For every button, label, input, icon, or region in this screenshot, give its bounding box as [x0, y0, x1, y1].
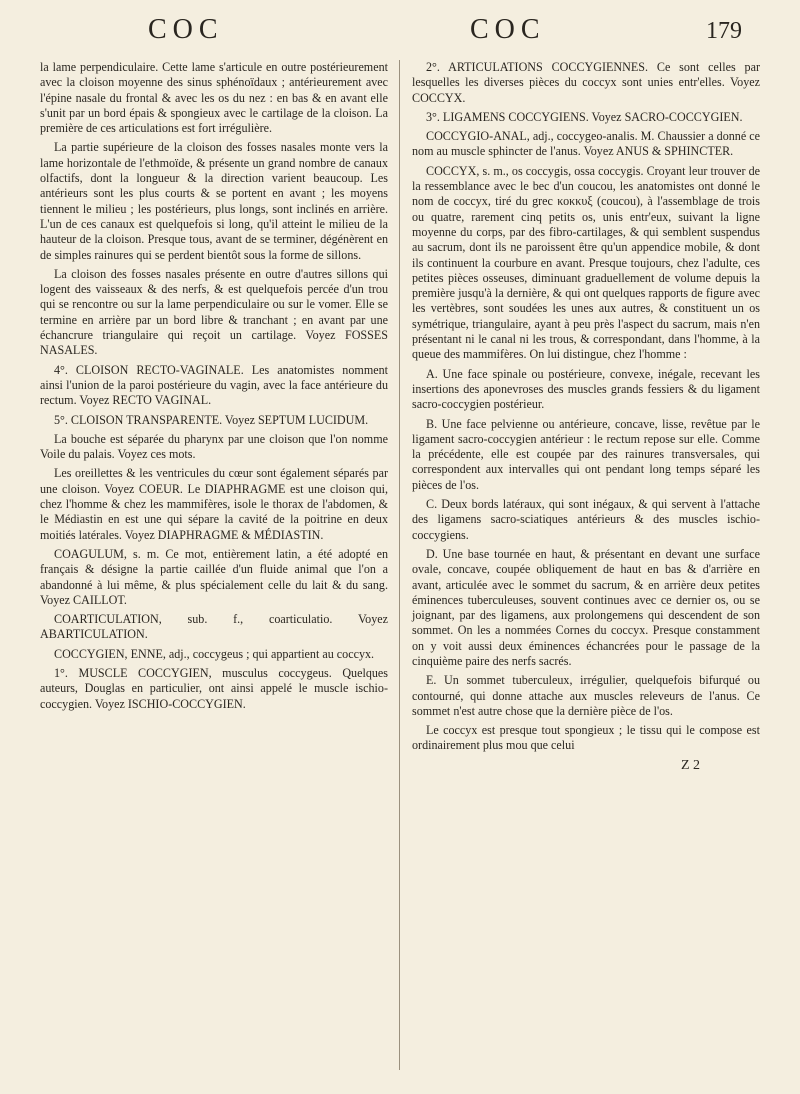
- paragraph: La bouche est séparée du pharynx par une cloison que l'on nomme Voile du palais. Voyez ces mots.: [40, 431, 388, 462]
- entry-coccygien: COCCYGIEN, ENNE, adj., coccygeus ; qui appartient au coccyx.: [54, 646, 375, 661]
- paragraph: La cloison des fosses nasales présente en outre d'autres sillons qui logent des vaisseaux & des nerfs, & est quelquefois percée d'un trou qui se rencontre ou sur la lame perpendiculaire ou sur le vomer. Elle se termine en arrière par un bord libre & tranchant ; en avant par une échancrure triangulaire qui reçoit un cartilage. Voyez FOSSES NASALES.: [40, 266, 388, 358]
- column-divider: [399, 60, 400, 1070]
- signature-mark: Z 2: [680, 757, 700, 773]
- paragraph: La partie supérieure de la cloison des fosses nasales monte vers la lame horizontale de l'ethmoïde, & présente un grand nombre de canaux olfactifs, dont la longueur & la direction varient beaucoup. Les antérieurs sont les plus courts & se portent en avant ; les moyens tiennent le milieu ; les postérieurs, plus longs, sont inclinés en arrière. L'un de ces canaux est quelquefois si long, qu'il atteint le milieu de la hauteur de la cloison. Presque tous, avant de se terminer, dégénèrent en de simples rainures qui se perdent bientôt sous la forme de sillons.: [40, 140, 388, 262]
- paragraph: B. Une face pelvienne ou antérieure, concave, lisse, revêtue par le ligament sacro-coccygien antérieur : le rectum repose sur elle. Comme la précédente, elle est coupée par des rainures transversales, qui correspondent aux intervalles qui ont pendant long temps séparé les pièces de l'os.: [412, 416, 760, 492]
- entry-coagulum: COAGULUM, s. m. Ce mot, entièrement latin, a été adopté en français & désigne la partie caillée d'un fluide animal que l'on a abandonné à lui même, & plus spécialement celle du lait & du sang. Voyez CAILLOT.: [40, 546, 388, 607]
- entry-coccyx: COCCYX, s. m., os coccygis, ossa coccygis. Croyant leur trouver de la ressemblance avec le bec d'un coucou, les anatomistes ont donné le nom de coccyx, tiré du grec κοκκυξ (coucou), à l'assemblage de trois ou quatre, rarement cinq petits os, unis entr'eux, suivant la ligne moyenne du corps, par des fibro-cartilages, & qui semblent suspendus au sacrum, dont ils ne paroissent être qu'un appendice mobile, & dont ils continuent la courbure en avant. Presque toujours, chez l'adulte, ces petites pièces osseuses, diminuant graduellement de volume depuis la première jusqu'à la dernière, & qui ont quelques rapports de figure avec les vertèbres, sont soudées les unes aux autres, & constituent un os symétrique, triangulaire, ayant à peu près l'aspect du sacrum, mais n'en présentant ni le canal ni les trous, & correspondant, dans l'homme, à la queue des mammifères. On lui distingue, chez l'homme :: [412, 163, 760, 362]
- paragraph: D. Une base tournée en haut, & présentant en devant une surface ovale, concave, coupée obliquement de haut en bas & d'arrière en avant, articulée avec le sommet du sacrum, & en arrière deux petites éminences tuberculeuses, souvent continues avec ce dernier os, ou se joignant, par des ligamens, aux prolongemens qui descendent de son sommet. On les a nommées Cornes du coccyx. Presque constamment on y voit aussi deux éminences échancrées pour le passage de la cinquième paire des nerfs sacrés.: [412, 546, 760, 668]
- right-column: [412, 60, 760, 773]
- paragraph: 5°. CLOISON TRANSPARENTE. Voyez SEPTUM LUCIDUM.: [54, 412, 369, 427]
- paragraph: 1°. MUSCLE COCCYGIEN, musculus coccygeus. Quelques auteurs, Douglas en particulier, ont ainsi appelé le muscle ischio-coccygien. Voyez ISCHIO-COCCYGIEN.: [40, 665, 388, 711]
- paragraph: A. Une face spinale ou postérieure, convexe, inégale, recevant les insertions des aponevroses des muscles grands fessiers & du ligament sacro-coccygien postérieur.: [412, 366, 760, 412]
- left-column: [40, 60, 388, 716]
- header-left-guideword: COC: [148, 14, 224, 45]
- entry-coccygio-anal: COCCYGIO-ANAL, adj., coccygeo-analis. M. Chaussier a donné ce nom au muscle sphincter de l'anus. Voyez ANUS & SPHINCTER.: [412, 129, 760, 159]
- paragraph: Le coccyx est presque tout spongieux ; le tissu qui le compose est ordinairement plus mou que celui: [412, 723, 760, 753]
- paragraph: 4°. CLOISON RECTO-VAGINALE. Les anatomistes nomment ainsi l'union de la paroi postérieure du vagin, avec la face antérieure du rectum. Voyez RECTO VAGINAL.: [40, 362, 388, 408]
- paragraph: E. Un sommet tuberculeux, irrégulier, quelquefois bifurqué ou contourné, qui donne attache aux muscles releveurs de l'anus. Ce sommet n'est autre chose que la dernière pièce de l'os.: [412, 673, 760, 718]
- paragraph: C. Deux bords latéraux, qui sont inégaux, & qui servent à l'attache des ligamens sacro-sciatiques antérieurs & des muscles ischio-coccygiens.: [412, 497, 760, 542]
- paragraph: Les oreillettes & les ventricules du cœur sont également séparés par une cloison. Voyez COEUR. Le DIAPHRAGME est une cloison qui, chez l'homme & chez les mammifères, isole le thorax de l'abdomen, & le Médiastin en est une qui sépare la cavité de la poitrine en deux moitiés latérales. Voyez DIAPHRAGME & MÉDIASTIN.: [40, 466, 388, 542]
- entry-coarticulation: COARTICULATION, sub. f., coarticulatio. Voyez ABARTICULATION.: [40, 612, 388, 642]
- paragraph: la lame perpendiculaire. Cette lame s'articule en outre postérieurement avec la cloison moyenne des sinus sphénoïdaux ; antérieurement avec l'épine nasale du frontal & avec les os du nez : en bas & en avant elle s'unit par un bord épais & spongieux avec le cartilage de la cloison. La première de ces articulations est fort irrégulière.: [40, 60, 388, 136]
- running-header: [0, 14, 800, 54]
- paragraph: 3°. LIGAMENS COCCYGIENS. Voyez SACRO-COCCYGIEN.: [426, 109, 743, 124]
- page-number: 179: [706, 18, 742, 44]
- paragraph: 2°. ARTICULATIONS COCCYGIENNES. Ce sont celles par lesquelles les diverses pièces du coccyx sont unies entr'elles. Voyez COCCYX.: [412, 60, 760, 105]
- header-right-guideword: COC: [470, 14, 546, 45]
